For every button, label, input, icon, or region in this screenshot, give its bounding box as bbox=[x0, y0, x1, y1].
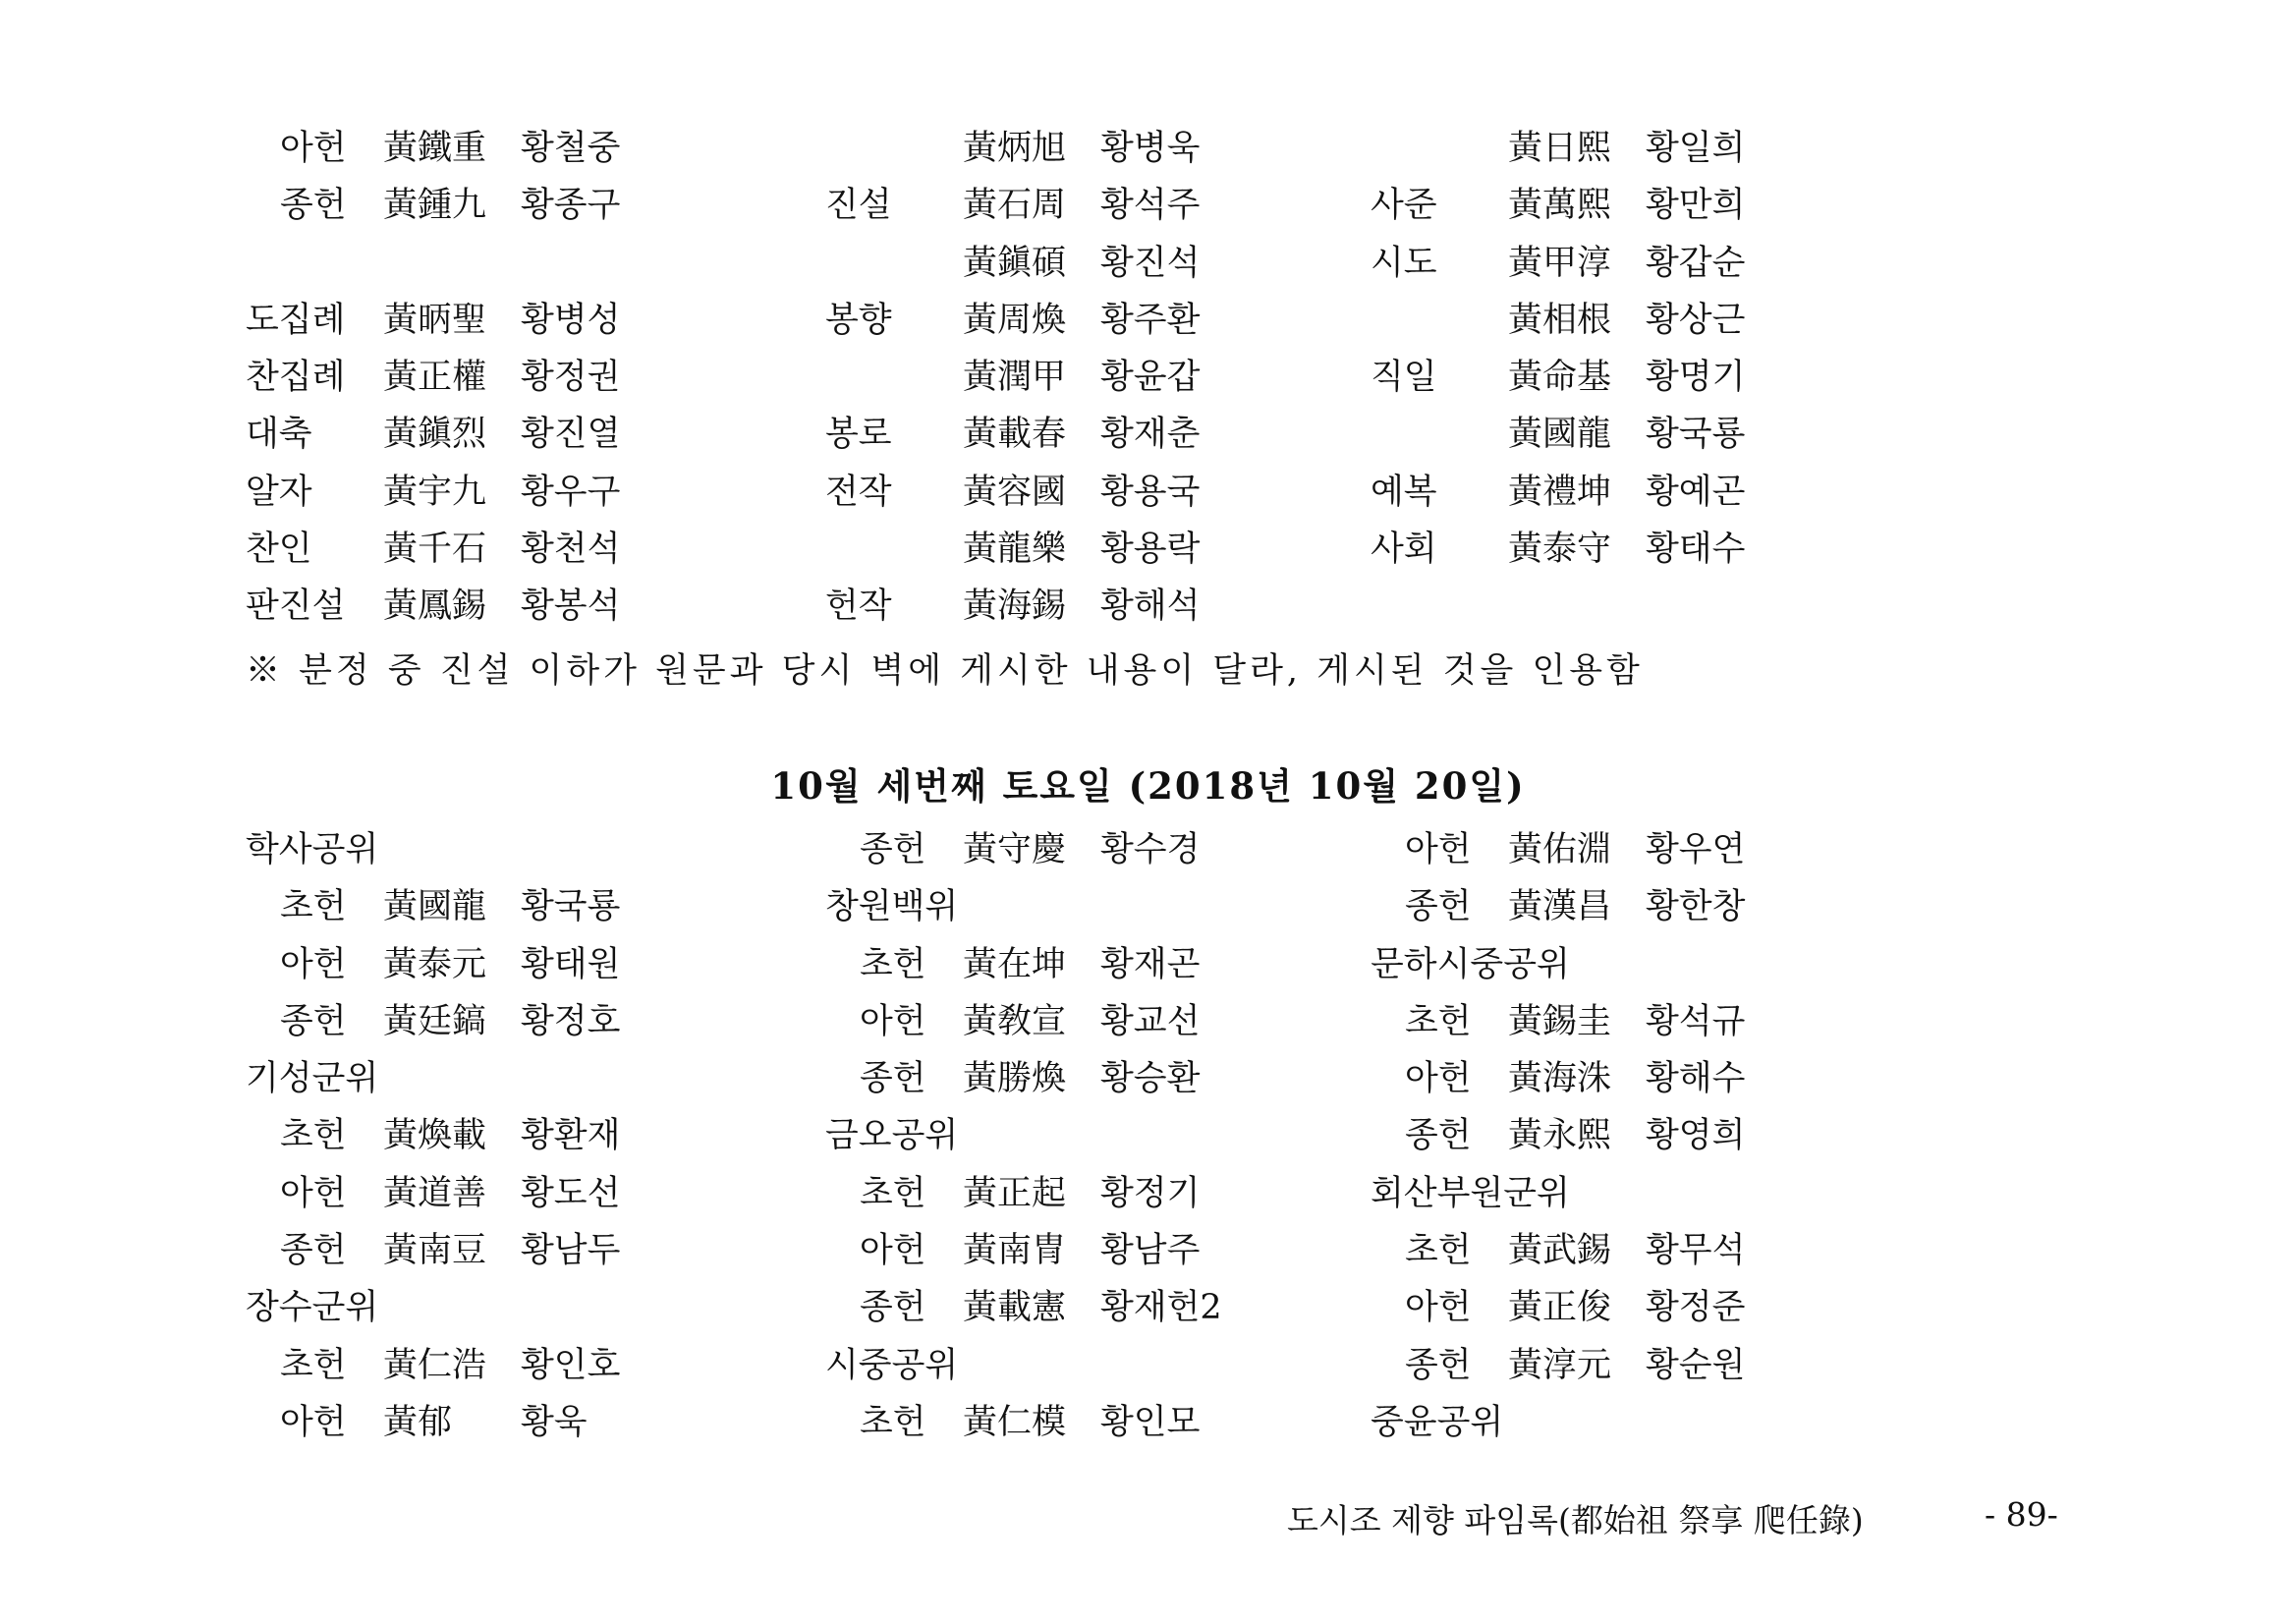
role-label: 아헌 bbox=[280, 944, 347, 984]
page-number: - 89- bbox=[1985, 1495, 2058, 1534]
name-hangul: 황용국 bbox=[1100, 472, 1201, 512]
group-label: 장수군위 bbox=[246, 1288, 379, 1328]
name-hanja: 黃容國 bbox=[963, 472, 1067, 512]
name-hanja: 黃相根 bbox=[1508, 300, 1612, 340]
role-label: 아헌 bbox=[280, 129, 347, 168]
name-hanja: 黃泰元 bbox=[383, 944, 487, 984]
role-label: 사준 bbox=[1371, 186, 1437, 226]
name-hangul: 황진열 bbox=[521, 415, 621, 455]
name-hangul: 황명기 bbox=[1646, 358, 1746, 398]
role-label: 도집례 bbox=[246, 300, 346, 340]
role-label: 대축 bbox=[246, 415, 312, 455]
role-label: 종헌 bbox=[1405, 1345, 1472, 1385]
role-label: 시도 bbox=[1371, 243, 1437, 283]
name-hanja: 黃昞聖 bbox=[383, 300, 487, 340]
name-hangul: 황종구 bbox=[521, 186, 621, 226]
name-hanja: 黃在坤 bbox=[963, 944, 1067, 984]
name-hangul: 황일희 bbox=[1646, 129, 1746, 168]
group-label: 중윤공위 bbox=[1371, 1402, 1504, 1442]
name-hangul: 황순원 bbox=[1646, 1345, 1746, 1385]
role-label: 아헌 bbox=[860, 1001, 926, 1041]
name-hanja: 黃仁浩 bbox=[383, 1345, 487, 1385]
group-label: 금오공위 bbox=[825, 1116, 959, 1156]
name-hangul: 황해석 bbox=[1100, 587, 1201, 627]
name-hanja: 黃海洙 bbox=[1508, 1059, 1612, 1099]
name-hangul: 황만희 bbox=[1646, 186, 1746, 226]
role-label: 초헌 bbox=[280, 1116, 347, 1156]
name-hangul: 황상근 bbox=[1646, 300, 1746, 340]
name-hangul: 황갑순 bbox=[1646, 243, 1746, 283]
name-hangul: 황도선 bbox=[521, 1173, 621, 1213]
role-label: 종헌 bbox=[280, 1001, 347, 1041]
name-hangul: 황인모 bbox=[1100, 1402, 1201, 1442]
name-hanja: 黃道善 bbox=[383, 1173, 487, 1213]
name-hanja: 黃敎宣 bbox=[963, 1001, 1067, 1041]
role-label: 사회 bbox=[1371, 530, 1437, 570]
role-label: 봉향 bbox=[825, 300, 892, 340]
name-hanja: 黃海錫 bbox=[963, 587, 1067, 627]
name-hangul: 황한창 bbox=[1646, 887, 1746, 927]
name-hanja: 黃宇九 bbox=[383, 472, 487, 512]
name-hangul: 황국룡 bbox=[1646, 415, 1746, 455]
role-label: 초헌 bbox=[1405, 1001, 1472, 1041]
name-hanja: 黃鳳錫 bbox=[383, 587, 487, 627]
note-text: ※ 분정 중 진설 이하가 원문과 당시 벽에 게시한 내용이 달라, 게시된 것을 인용함 bbox=[246, 651, 1644, 691]
name-hanja: 黃國龍 bbox=[1508, 415, 1612, 455]
name-hangul: 황재춘 bbox=[1100, 415, 1201, 455]
name-hanja: 黃千石 bbox=[383, 530, 487, 570]
name-hangul: 황남두 bbox=[521, 1231, 621, 1271]
name-hangul: 황병욱 bbox=[1100, 129, 1201, 168]
name-hangul: 황태원 bbox=[521, 944, 621, 984]
name-hanja: 黃廷鎬 bbox=[383, 1001, 487, 1041]
name-hanja: 黃炳旭 bbox=[963, 129, 1067, 168]
name-hanja: 黃日熙 bbox=[1508, 129, 1612, 168]
name-hangul: 황정기 bbox=[1100, 1173, 1201, 1213]
role-label: 종헌 bbox=[1405, 887, 1472, 927]
name-hanja: 黃漢昌 bbox=[1508, 887, 1612, 927]
name-hangul: 황예곤 bbox=[1646, 472, 1746, 512]
name-hangul: 황주환 bbox=[1100, 300, 1201, 340]
name-hanja: 黃周煥 bbox=[963, 300, 1067, 340]
name-hanja: 黃錫圭 bbox=[1508, 1001, 1612, 1041]
name-hangul: 황환재 bbox=[521, 1116, 621, 1156]
role-label: 아헌 bbox=[1405, 830, 1472, 869]
name-hanja: 黃鐵重 bbox=[383, 129, 487, 168]
name-hangul: 황철중 bbox=[521, 129, 621, 168]
group-label: 창원백위 bbox=[825, 887, 959, 927]
name-hangul: 황천석 bbox=[521, 530, 621, 570]
name-hanja: 黃守慶 bbox=[963, 830, 1067, 869]
name-hanja: 黃萬熙 bbox=[1508, 186, 1612, 226]
name-hangul: 황해수 bbox=[1646, 1059, 1746, 1099]
role-label: 판진설 bbox=[246, 587, 346, 627]
role-label: 종헌 bbox=[860, 830, 926, 869]
name-hangul: 황윤갑 bbox=[1100, 358, 1201, 398]
name-hangul: 황용락 bbox=[1100, 530, 1201, 570]
name-hangul: 황교선 bbox=[1100, 1001, 1201, 1041]
role-label: 초헌 bbox=[1405, 1231, 1472, 1271]
role-label: 봉로 bbox=[825, 415, 892, 455]
name-hangul: 황진석 bbox=[1100, 243, 1201, 283]
role-label: 종헌 bbox=[860, 1059, 926, 1099]
name-hangul: 황병성 bbox=[521, 300, 621, 340]
name-hanja: 黃正俊 bbox=[1508, 1288, 1612, 1328]
name-hanja: 黃石周 bbox=[963, 186, 1067, 226]
role-label: 초헌 bbox=[860, 944, 926, 984]
name-hangul: 황남주 bbox=[1100, 1231, 1201, 1271]
role-label: 종헌 bbox=[280, 186, 347, 226]
group-label: 기성군위 bbox=[246, 1059, 379, 1099]
name-hangul: 황인호 bbox=[521, 1345, 621, 1385]
name-hanja: 黃南冑 bbox=[963, 1231, 1067, 1271]
name-hanja: 黃載春 bbox=[963, 415, 1067, 455]
name-hanja: 黃郁 bbox=[383, 1402, 453, 1442]
name-hangul: 황정준 bbox=[1646, 1288, 1746, 1328]
name-hanja: 黃載憲 bbox=[963, 1288, 1067, 1328]
role-label: 초헌 bbox=[280, 1345, 347, 1385]
name-hangul: 황욱 bbox=[521, 1402, 588, 1442]
name-hanja: 黃煥載 bbox=[383, 1116, 487, 1156]
name-hanja: 黃正權 bbox=[383, 358, 487, 398]
role-label: 초헌 bbox=[860, 1173, 926, 1213]
role-label: 아헌 bbox=[860, 1231, 926, 1271]
role-label: 진설 bbox=[825, 186, 892, 226]
name-hanja: 黃國龍 bbox=[383, 887, 487, 927]
name-hanja: 黃南豆 bbox=[383, 1231, 487, 1271]
name-hanja: 黃命基 bbox=[1508, 358, 1612, 398]
role-label: 초헌 bbox=[860, 1402, 926, 1442]
name-hangul: 황봉석 bbox=[521, 587, 621, 627]
name-hangul: 황태수 bbox=[1646, 530, 1746, 570]
name-hanja: 黃鍾九 bbox=[383, 186, 487, 226]
group-label: 회산부원군위 bbox=[1371, 1173, 1570, 1213]
name-hanja: 黃勝煥 bbox=[963, 1059, 1067, 1099]
role-label: 예복 bbox=[1371, 472, 1437, 512]
name-hanja: 黃仁模 bbox=[963, 1402, 1067, 1442]
name-hangul: 황국룡 bbox=[521, 887, 621, 927]
role-label: 아헌 bbox=[280, 1402, 347, 1442]
section-title: 10월 세번째 토요일 (2018년 10월 20일) bbox=[770, 764, 1526, 808]
name-hanja: 黃淳元 bbox=[1508, 1345, 1612, 1385]
name-hangul: 황승환 bbox=[1100, 1059, 1201, 1099]
name-hangul: 황정호 bbox=[521, 1001, 621, 1041]
group-label: 학사공위 bbox=[246, 830, 379, 869]
role-label: 알자 bbox=[246, 472, 312, 512]
role-label: 초헌 bbox=[280, 887, 347, 927]
name-hanja: 黃武錫 bbox=[1508, 1231, 1612, 1271]
name-hangul: 황석주 bbox=[1100, 186, 1201, 226]
role-label: 아헌 bbox=[280, 1173, 347, 1213]
role-label: 종헌 bbox=[280, 1231, 347, 1271]
role-label: 아헌 bbox=[1405, 1059, 1472, 1099]
name-hangul: 황정권 bbox=[521, 358, 621, 398]
role-label: 전작 bbox=[825, 472, 892, 512]
name-hanja: 黃泰守 bbox=[1508, 530, 1612, 570]
name-hangul: 황재곤 bbox=[1100, 944, 1201, 984]
name-hanja: 黃永熙 bbox=[1508, 1116, 1612, 1156]
name-hanja: 黃正起 bbox=[963, 1173, 1067, 1213]
name-hanja: 黃鎭碩 bbox=[963, 243, 1067, 283]
group-label: 문하시중공위 bbox=[1371, 944, 1570, 984]
role-label: 찬인 bbox=[246, 530, 312, 570]
name-hanja: 黃禮坤 bbox=[1508, 472, 1612, 512]
role-label: 아헌 bbox=[1405, 1288, 1472, 1328]
role-label: 종헌 bbox=[1405, 1116, 1472, 1156]
footer-book-title: 도시조 제향 파임록(都始祖 祭享 爬任錄) bbox=[1287, 1501, 1864, 1539]
name-hanja: 黃潤甲 bbox=[963, 358, 1067, 398]
name-hanja: 黃甲淳 bbox=[1508, 243, 1612, 283]
name-hangul: 황석규 bbox=[1646, 1001, 1746, 1041]
name-hangul: 황우연 bbox=[1646, 830, 1746, 869]
role-label: 헌작 bbox=[825, 587, 892, 627]
name-hangul: 황수경 bbox=[1100, 830, 1201, 869]
name-hanja: 黃鎭烈 bbox=[383, 415, 487, 455]
name-hangul: 황무석 bbox=[1646, 1231, 1746, 1271]
role-label: 종헌 bbox=[860, 1288, 926, 1328]
name-hanja: 黃龍樂 bbox=[963, 530, 1067, 570]
group-label: 시중공위 bbox=[825, 1345, 959, 1385]
role-label: 찬집례 bbox=[246, 358, 346, 398]
name-hangul: 황영희 bbox=[1646, 1116, 1746, 1156]
name-hanja: 黃佑淵 bbox=[1508, 830, 1612, 869]
name-hangul: 황재헌2 bbox=[1100, 1288, 1222, 1328]
name-hangul: 황우구 bbox=[521, 472, 621, 512]
role-label: 직일 bbox=[1371, 358, 1437, 398]
